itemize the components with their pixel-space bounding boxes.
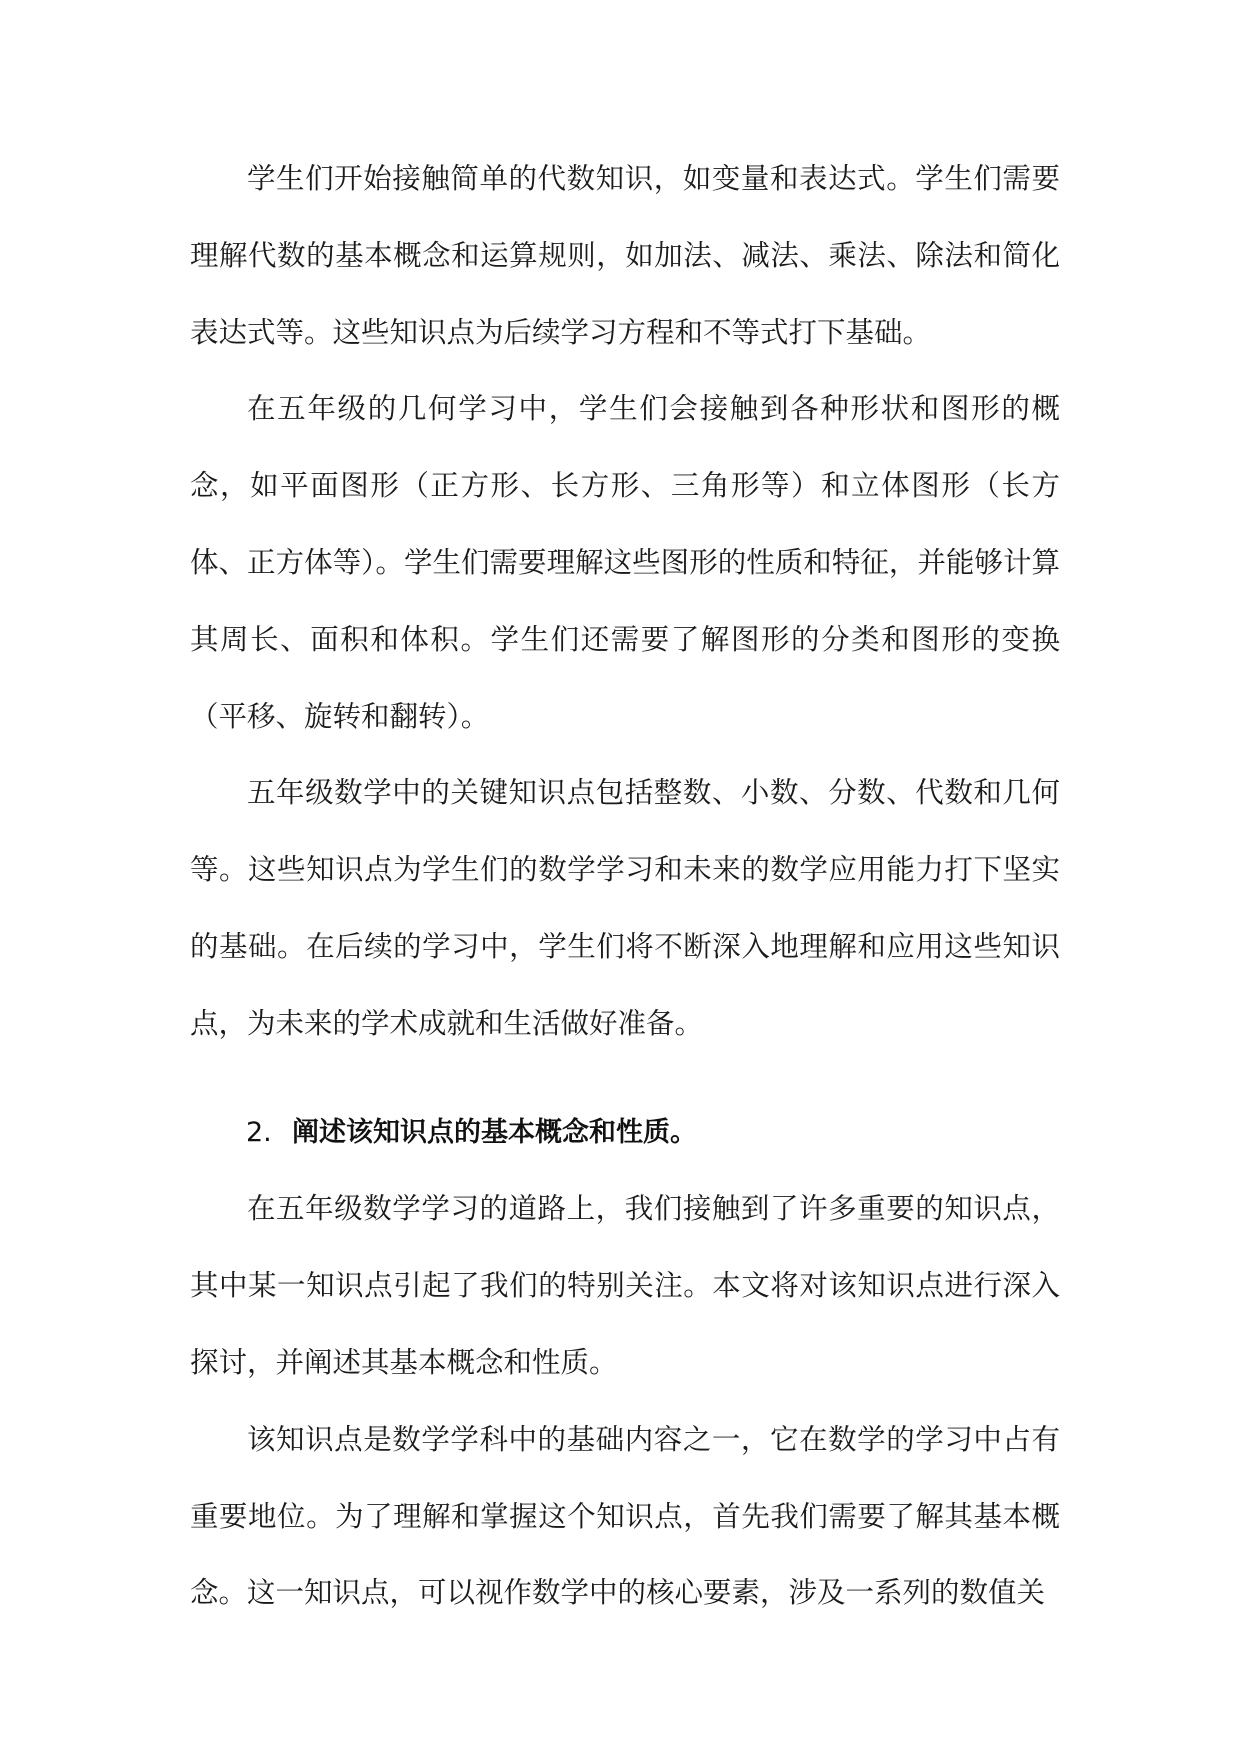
paragraph-intro: 在五年级数学学习的道路上，我们接触到了许多重要的知识点，其中某一知识点引起了我们的特别关注。本文将对该知识点进行深入探讨，并阐述其基本概念和性质。	[190, 1192, 1060, 1379]
paragraph-summary: 五年级数学中的关键知识点包括整数、小数、分数、代数和几何等。这些知识点为学生们的数学学习和未来的数学应用能力打下坚实的基础。在后续的学习中，学生们将不断深入地理解和应用这些知识点，为未来的学术成就和生活做好准备。	[190, 776, 1060, 1040]
paragraph-concept: 该知识点是数学学科中的基础内容之一，它在数学的学习中占有重要地位。为了理解和掌握这个知识点，首先我们需要了解其基本概念。这一知识点，可以视作数学中的核心要素，涉及一系列的数值关	[190, 1422, 1060, 1610]
section-title: 阐述该知识点的基本概念和性质。	[292, 1116, 697, 1148]
section-number: 2.	[246, 1116, 272, 1148]
section-heading	[190, 1095, 1060, 1172]
paragraph-geometry: 在五年级的几何学习中，学生们会接触到各种形状和图形的概念，如平面图形（正方形、长方形、三角形等）和立体图形（长方体、正方体等）。学生们需要理解这些图形的性质和特征，并能够计算其周长、面积和体积。学生们还需要了解图形的分类和图形的变换（平移、旋转和翻转）。	[190, 392, 1060, 733]
paragraph-algebra: 学生们开始接触简单的代数知识，如变量和表达式。学生们需要理解代数的基本概念和运算规则，如加法、减法、乘法、除法和简化表达式等。这些知识点为后续学习方程和不等式打下基础。	[190, 162, 1060, 349]
document-body	[190, 141, 1060, 1632]
